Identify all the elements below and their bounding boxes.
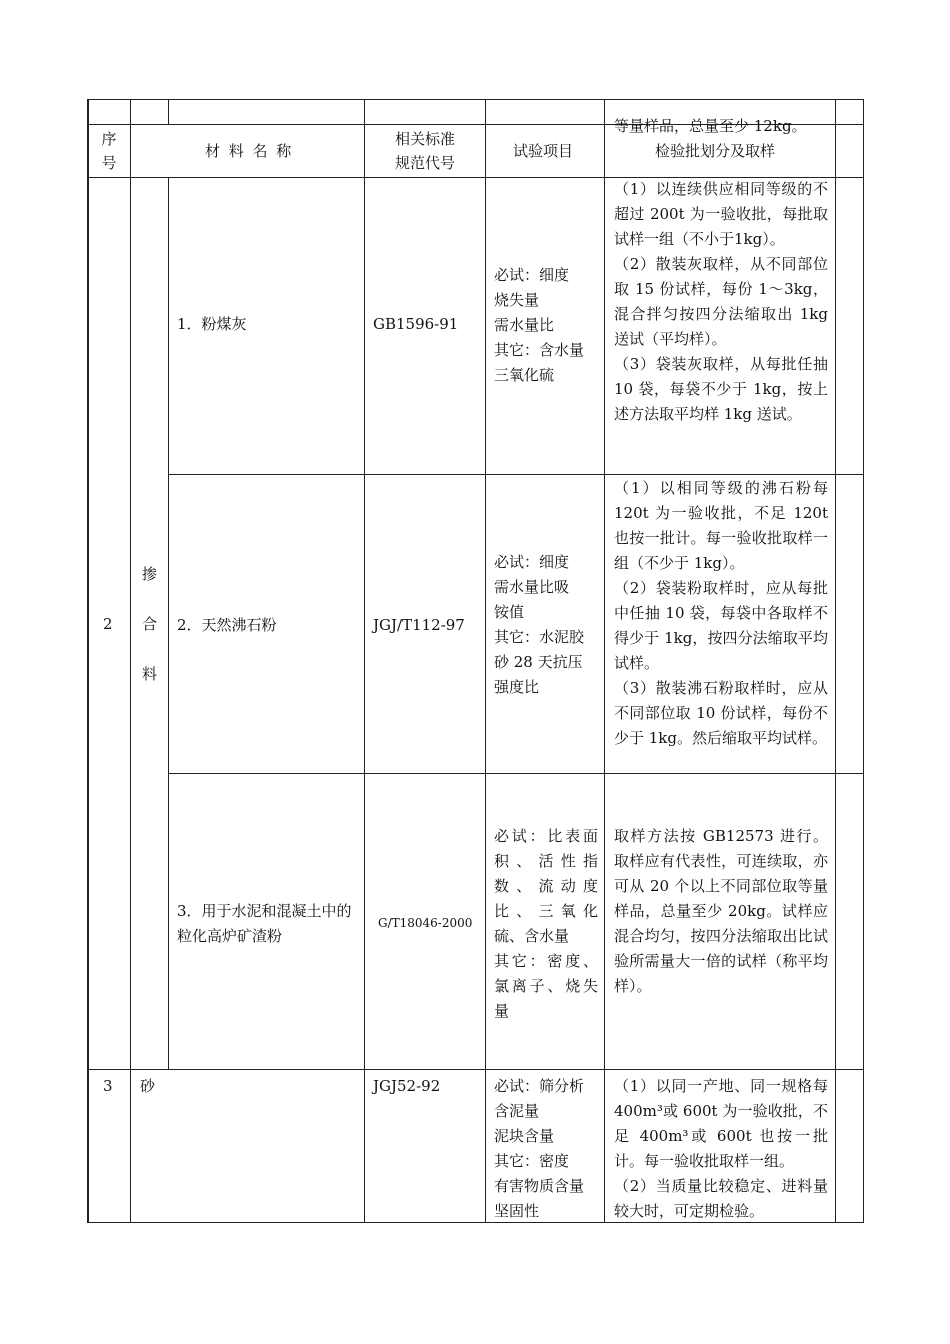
sampling-paragraph: （1）以同一产地、同一规格每 400m³或 600t 为一验收批，不足 400m³或 600t 也按一批计。每一验收批取样一组。 bbox=[614, 1077, 828, 1170]
sampling-paragraph: 取样方法按 GB12573 进行。取样应有代表性，可连续取，亦可从 20 个以上不同部位取等量样品，总量至少 20kg。试样应混合均匀，按四分法缩取出比试验所需量大一倍的试样（称平均样）。 bbox=[614, 827, 828, 995]
header-sampling: 检验批划分及取样 bbox=[655, 142, 776, 160]
rule-right bbox=[863, 99, 864, 1223]
rule-row1-bottom bbox=[168, 474, 864, 475]
material-name: 2．天然沸石粉 bbox=[177, 616, 277, 634]
test-items bbox=[494, 824, 598, 1024]
test-item: 必试：比表面积、活性指数、流动度比、三氧化硫、含水量 bbox=[494, 827, 598, 945]
material-name: 3．用于水泥和混凝土中的粒化高炉矿渣粉 bbox=[177, 902, 352, 945]
test-item: 铵值 bbox=[494, 603, 525, 621]
test-item: 泥块含量 bbox=[494, 1127, 555, 1145]
test-item: 烧失量 bbox=[494, 291, 540, 309]
sampling-text bbox=[614, 824, 828, 999]
test-item: 含泥量 bbox=[494, 1102, 540, 1120]
sampling-text bbox=[614, 476, 828, 751]
test-item: 强度比 bbox=[494, 678, 540, 696]
rule-group2-bottom bbox=[88, 1069, 864, 1070]
rule-seq-col bbox=[130, 99, 131, 1223]
rule-top bbox=[88, 99, 864, 100]
rule-sampling-col bbox=[604, 99, 605, 1223]
test-item: 需水量比吸 bbox=[494, 578, 570, 596]
test-item: 必试：细度 bbox=[494, 553, 570, 571]
sampling-paragraph: （1）以相同等级的沸石粉每 120t 为一验收批，不足 120t 也按一批计。每一验收批取样一组（不少于 1kg）。 bbox=[614, 479, 828, 572]
material-name: 1．粉煤灰 bbox=[177, 315, 247, 333]
row-seq-2: 2 bbox=[103, 615, 113, 633]
rule-tests-col bbox=[485, 99, 486, 1223]
test-item: 必试：细度 bbox=[494, 266, 570, 284]
header-test-items: 试验项目 bbox=[513, 142, 574, 160]
test-item: 三氧化硫 bbox=[494, 366, 555, 384]
standard-code: G/T18046-2000 bbox=[378, 916, 473, 930]
row-seq-3: 3 bbox=[103, 1077, 113, 1095]
test-items bbox=[494, 263, 584, 388]
header-material-name: 材 料 名 称 bbox=[205, 142, 294, 160]
category-char-3: 料 bbox=[142, 665, 158, 683]
category-char-2: 合 bbox=[142, 615, 158, 633]
category-char-1: 掺 bbox=[142, 565, 158, 583]
test-item: 砂 28 天抗压 bbox=[494, 653, 583, 671]
sampling-text bbox=[614, 1074, 828, 1224]
sampling-paragraph: （2）当质量比较稳定、进料量较大时，可定期检验。 bbox=[614, 1177, 828, 1220]
header-seq: 序 号 bbox=[101, 130, 117, 172]
rule-extra-col bbox=[835, 99, 836, 1223]
sampling-text bbox=[614, 177, 828, 427]
rule-standard-col bbox=[364, 99, 365, 1223]
test-item: 其它：密度 bbox=[494, 1152, 570, 1170]
rule-category-col-top bbox=[168, 99, 169, 125]
test-item: 必试：筛分析 bbox=[494, 1077, 585, 1095]
sampling-paragraph: （1）以连续供应相同等级的不超过 200t 为一验收批，每批取试样一组（不小于1kg）。 bbox=[614, 180, 828, 248]
sampling-paragraph: （3）袋装灰取样，从每批任抽 10 袋，每袋不少于 1kg，按上述方法取平均样 1kg 送试。 bbox=[614, 355, 828, 423]
rule-row2-bottom bbox=[168, 773, 864, 774]
rule-category-col bbox=[168, 177, 169, 1070]
standard-code: GB1596-91 bbox=[373, 315, 459, 333]
material-name: 砂 bbox=[140, 1077, 156, 1095]
test-item: 需水量比 bbox=[494, 316, 555, 334]
sampling-paragraph: （2）散装灰取样，从不同部位取 15 份试样，每份 1～3kg，混合拌匀按四分法缩取出 1kg 送试（平均样）。 bbox=[614, 255, 828, 348]
sampling-paragraph: （3）散装沸石粉取样时，应从不同部位取 10 份试样，每份不少于 1kg。然后缩取平均试样。 bbox=[614, 679, 828, 747]
header-standard: 相关标准 规范代号 bbox=[394, 130, 455, 172]
test-items bbox=[494, 1074, 584, 1224]
test-items bbox=[494, 550, 584, 700]
standard-code: JGJ52-92 bbox=[373, 1077, 441, 1095]
test-item: 其它：含水量 bbox=[494, 341, 585, 359]
sampling-paragraph: （2）袋装粉取样时，应从每批中任抽 10 袋，每袋中各取样不得少于 1kg，按四分法缩取平均试样。 bbox=[614, 579, 828, 672]
test-item: 其它：密度、氯离子、烧失量 bbox=[494, 952, 598, 1020]
test-item: 其它：水泥胶 bbox=[494, 628, 585, 646]
test-item: 坚固性 bbox=[494, 1202, 540, 1220]
standard-code: JGJ/T112-97 bbox=[373, 616, 465, 634]
rule-left bbox=[87, 99, 89, 1223]
carryover-text: 等量样品，总量至少 12kg。 bbox=[614, 117, 807, 135]
test-item: 有害物质含量 bbox=[494, 1177, 585, 1195]
